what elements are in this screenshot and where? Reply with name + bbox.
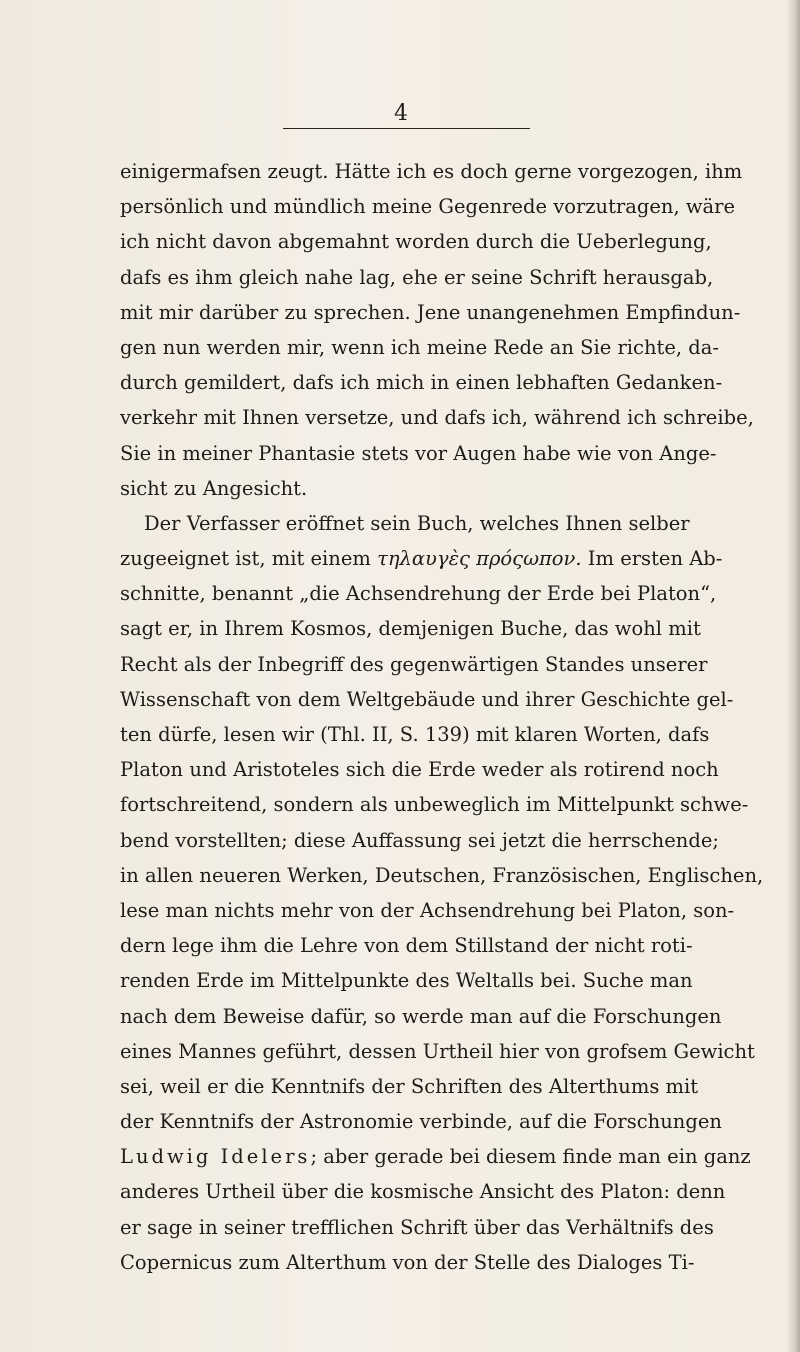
text-line: sei, weil er die Kenntnifs der Schriften des Alterthums mit (120, 1074, 699, 1098)
greek-phrase-line (120, 541, 723, 576)
text-line: Platon und Aristoteles sich die Erde weder als rotirend noch (120, 758, 719, 782)
text-line: fortschreitend, sondern als unbeweglich im Mittelpunkt schwe- (120, 793, 749, 817)
text-line: ten dürfe, lesen wir (Thl. II, S. 139) mit klaren Worten, dafs (120, 723, 710, 746)
text-line: dafs es ihm gleich nahe lag, ehe er seine Schrift herausgab, (120, 265, 714, 289)
body-text (120, 154, 764, 1280)
text-line: bend vorstellten; diese Auffassung sei jetzt die herrschende; (120, 828, 719, 852)
text-line: dern lege ihm die Lehre von dem Stillstand der nicht roti- (120, 934, 693, 958)
text-line: Wissenschaft von dem Weltgebäude und ihrer Geschichte gel- (120, 687, 734, 711)
text-line: einigermafsen zeugt. Hätte ich es doch gerne vorgezogen, ihm (120, 160, 743, 183)
text-line: verkehr mit Ihnen versetze, und dafs ich, während ich schreibe, (120, 406, 754, 430)
text-line: nach dem Beweise dafür, so werde man auf die Forschungen (120, 1004, 722, 1028)
greek-phrase: τηλαυγὲς πρόςωπον. (377, 547, 582, 571)
page-number: 4 (394, 101, 409, 126)
text-line: sagt er, in Ihrem Kosmos, demjenigen Buche, das wohl mit (120, 617, 701, 641)
text-line: renden Erde im Mittelpunkte des Weltalls bei. Suche man (120, 969, 693, 993)
text-line: in allen neueren Werken, Deutschen, Französischen, Englischen, (120, 863, 764, 887)
greek-line-prefix: zugeeignet ist, mit einem (120, 547, 378, 571)
text-line: sicht zu Angesicht. (120, 476, 308, 500)
text-line: Sie in meiner Phantasie stets vor Augen habe wie von Ange- (120, 441, 717, 465)
text-line: durch gemildert, dafs ich mich in einen lebhaften Gedanken- (120, 371, 723, 395)
text-line: eines Mannes geführt, dessen Urtheil hier von grofsem Gewicht (120, 1039, 755, 1063)
header-rule (283, 128, 530, 129)
spaced-name: Ludwig Idelers (120, 1145, 311, 1169)
text-line: Copernicus zum Alterthum von der Stelle des Dialoges Ti- (120, 1250, 695, 1274)
paragraph-start-line: Der Verfasser eröffnet sein Buch, welches Ihnen selber (144, 511, 690, 535)
spaced-name-line (120, 1139, 751, 1174)
text-line: gen nun werden mir, wenn ich meine Rede an Sie richte, da- (120, 335, 719, 359)
text-line: mit mir darüber zu sprechen. Jene unangenehmen Empfindun- (120, 300, 741, 324)
text-line: persönlich und mündlich meine Gegenrede vorzutragen, wäre (120, 195, 736, 219)
spaced-line-suffix: ; aber gerade bei diesem finde man ein ganz (310, 1145, 751, 1169)
text-line: lese man nichts mehr von der Achsendrehung bei Platon, son- (120, 898, 735, 922)
page-edge-shadow (786, 0, 800, 1352)
text-line: ich nicht davon abgemahnt worden durch die Ueberlegung, (120, 230, 712, 254)
text-line: anderes Urtheil über die kosmische Ansicht des Platon: denn (120, 1180, 726, 1204)
text-line: Recht als der Inbegriff des gegenwärtigen Standes unserer (120, 652, 708, 676)
text-line: er sage in seiner trefflichen Schrift über das Verhältnifs des (120, 1215, 714, 1239)
text-line: der Kenntnifs der Astronomie verbinde, auf die Forschungen (120, 1110, 722, 1134)
greek-line-suffix: Im ersten Ab- (581, 547, 723, 571)
text-line: schnitte, benannt „die Achsendrehung der Erde bei Platon“, (120, 582, 717, 606)
